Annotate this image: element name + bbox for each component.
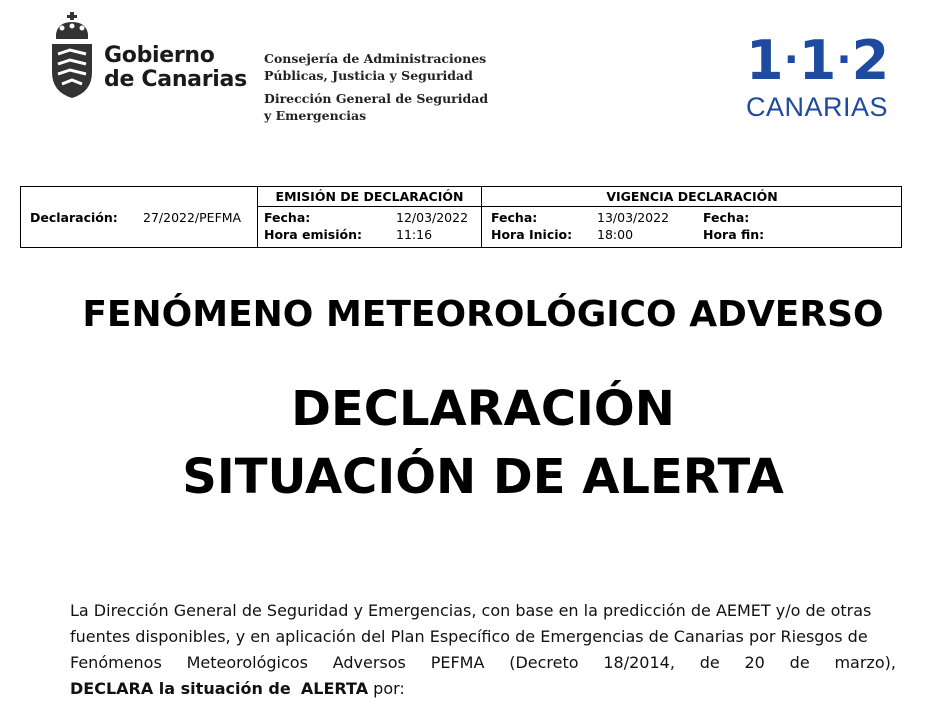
declaration-info-box xyxy=(20,186,902,248)
vigencia-hora-fin-label: Hora fin: xyxy=(703,227,765,242)
title-alert-situation: SITUACIÓN DE ALERTA xyxy=(182,449,784,505)
org-name-line1: Gobierno xyxy=(104,43,215,68)
department-block xyxy=(264,50,488,124)
vigencia-header: VIGENCIA DECLARACIÓN xyxy=(606,189,778,204)
vigencia-fecha-value: 13/03/2022 xyxy=(597,210,670,225)
org-name-line2: de Canarias xyxy=(104,67,247,92)
dept-line4: y Emergencias xyxy=(264,108,367,123)
declaracion-value: 27/2022/PEFMA xyxy=(143,210,242,225)
emision-fecha-value: 12/03/2022 xyxy=(396,210,469,225)
declara-bold: DECLARA la situación de xyxy=(70,679,291,698)
declaracion-label: Declaración: xyxy=(30,210,118,225)
emision-hora-label: Hora emisión: xyxy=(264,227,362,242)
vigencia-fecha-fin-label: Fecha: xyxy=(703,210,750,225)
logo-112-canarias xyxy=(746,29,889,123)
emision-hora-value: 11:16 xyxy=(396,227,433,242)
title-declaration: DECLARACIÓN xyxy=(291,381,675,437)
por-text: por: xyxy=(373,679,405,698)
body-line1: La Dirección General de Seguridad y Emergencias, con base en la predicción de AEMET y/o de otras xyxy=(70,601,872,620)
organization-name xyxy=(104,44,247,92)
emision-fecha-label: Fecha: xyxy=(264,210,311,225)
dept-line1: Consejería de Administraciones xyxy=(264,51,487,66)
body-paragraph xyxy=(70,598,896,702)
logo-112-dot2: · xyxy=(836,37,851,84)
title-phenomenon: FENÓMENO METEOROLÓGICO ADVERSO xyxy=(82,294,884,335)
logo-112-sub: CANARIAS xyxy=(746,92,889,123)
body-line2: fuentes disponibles, y en aplicación del Plan Específico de Emergencias de Canarias por Riesgos de xyxy=(70,627,868,646)
dept-line2: Públicas, Justicia y Seguridad xyxy=(264,68,473,83)
body-line3: Fenómenos Meteorológicos Adversos PEFMA (Decreto 18/2014, de 20 de marzo), xyxy=(70,653,896,672)
logo-112-number: 1·1·2 xyxy=(746,29,889,92)
body-line4 xyxy=(70,676,896,702)
vigencia-hora-inicio-label: Hora Inicio: xyxy=(491,227,573,242)
dept-line3: Dirección General de Seguridad xyxy=(264,91,489,106)
emision-header: EMISIÓN DE DECLARACIÓN xyxy=(275,189,464,204)
alerta-bold: ALERTA xyxy=(300,679,369,698)
vigencia-fecha-label: Fecha: xyxy=(491,210,538,225)
vigencia-hora-inicio-value: 18:00 xyxy=(597,227,634,242)
coat-of-arms-icon xyxy=(48,12,96,98)
